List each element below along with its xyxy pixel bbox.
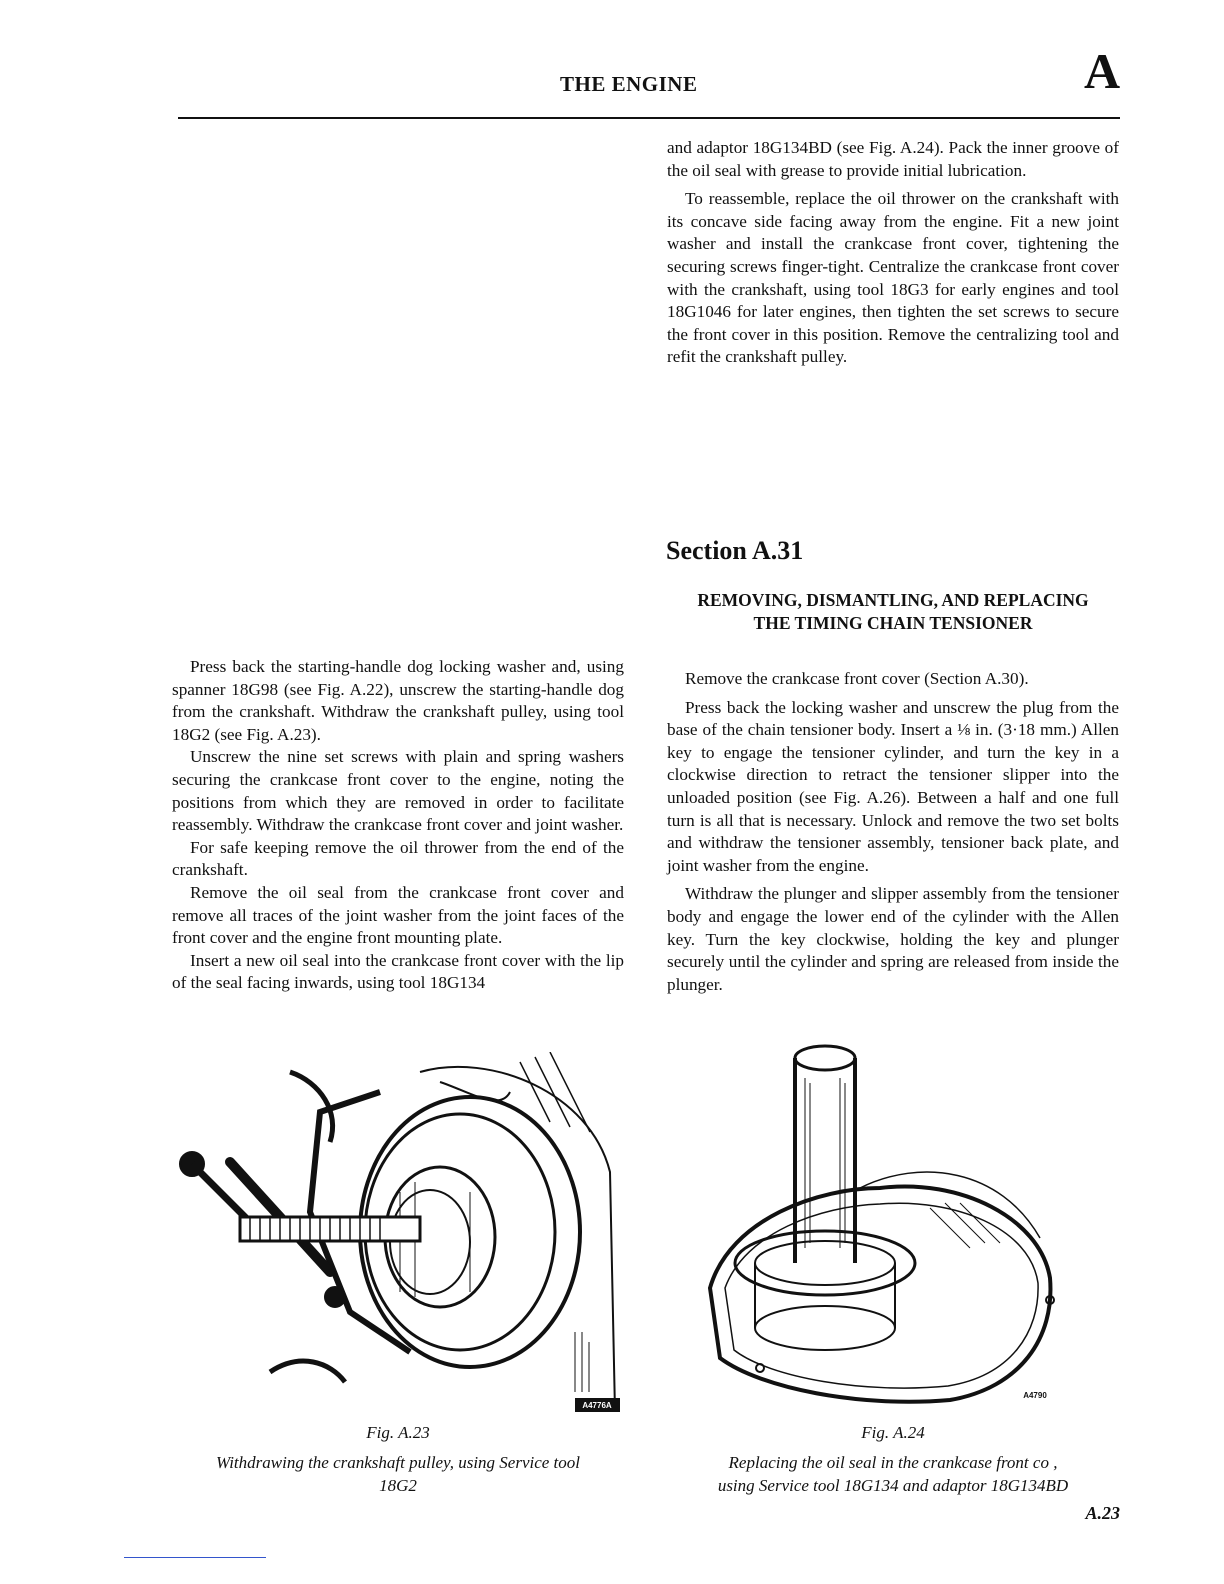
paragraph: Press back the starting-handle dog locking washer and, using spanner 18G98 (see Fig. A.22), unscrew the starting-handle dog from the crankshaft. Withdraw the crankshaft pulley, using tool 18G2 (see Fig. A.23). <box>172 657 624 744</box>
paragraph: To reassemble, replace the oil thrower on the crankshaft with its concave side facing away from the engine. Fit a new joint washer and install the crankcase front cover, tightening the securing screws finger-tight. Centralize the crankcase front cover with the crankshaft, using tool 18G3 for early engines and tool 18G1046 for later engines, then tighten the set screws to secure the front cover in this position. Remove the centralizing tool and refit the crankshaft pulley. <box>667 189 1119 367</box>
caption-line: using Service tool 18G134 and adaptor 18G134BD <box>717 1476 1069 1495</box>
page-header-title: THE ENGINE <box>560 72 698 96</box>
section-subtitle <box>667 589 1119 634</box>
paragraph: Insert a new oil seal into the crankcase front cover with the lip of the seal facing inwards, using tool 18G134 <box>172 950 624 993</box>
figure-number: Fig. A.23 <box>366 1423 430 1442</box>
section-title: Section A.31 <box>666 536 804 565</box>
section-subtitle-line: REMOVING, DISMANTLING, AND REPLACING <box>697 590 1089 610</box>
left-column <box>172 656 624 995</box>
caption-line: Replacing the oil seal in the crankcase front co , <box>728 1453 1058 1472</box>
figure-label: A4790 <box>1023 1391 1047 1400</box>
paragraph: Press back the locking washer and unscrew the plug from the base of the chain tensioner body. Insert a ⅛ in. (3·18 mm.) Allen key to engage the tensioner cylinder, and turn the key in a clockwise direction to retract the tensioner slipper into the unloaded position (see Fig. A.26). Between a half and one full turn is all that is necessary. Unlock and remove the two set bolts and withdraw the tensioner assembly, tensioner back plate, and joint washer from the engine. <box>667 697 1119 875</box>
figure-caption <box>172 1451 624 1497</box>
caption-line: 18G2 <box>379 1476 417 1495</box>
figure-crankshaft-pulley-puller <box>170 1052 625 1417</box>
paragraph: For safe keeping remove the oil thrower from the end of the crankshaft. <box>172 837 624 880</box>
paragraph: Remove the oil seal from the crankcase front cover and remove all traces of the joint washer from the joint faces of the front cover and the engine front mounting plate. <box>172 882 624 948</box>
paragraph: Unscrew the nine set screws with plain and spring washers securing the crankcase front cover to the engine, noting the positions from which they are removed in order to facilitate reassembly. Withdraw the crankcase front cover and joint washer. <box>172 747 624 835</box>
footnote-rule <box>124 1557 266 1558</box>
figure-number: Fig. A.24 <box>861 1423 925 1442</box>
right-column-top <box>667 137 1119 375</box>
paragraph: and adaptor 18G134BD (see Fig. A.24). Pack the inner groove of the oil seal with grease to provide initial lubrication. <box>667 138 1119 180</box>
right-column-mid <box>667 668 1119 1002</box>
paragraph: Remove the crankcase front cover (Section A.30). <box>685 669 1029 688</box>
caption-line: Withdrawing the crankshaft pulley, using Service tool <box>215 1453 581 1472</box>
section-letter: A <box>1084 43 1121 99</box>
paragraph: Withdraw the plunger and slipper assembly from the tensioner body and engage the lower end of the cylinder with the Allen key. Turn the key clockwise, holding the key and plunger securely until the cylinder and spring are released from inside the plunger. <box>667 884 1119 994</box>
figure-oil-seal-tool <box>700 1038 1085 1418</box>
puller-illustration <box>170 1052 625 1417</box>
figure-caption <box>667 1451 1119 1497</box>
header-rule <box>178 117 1120 119</box>
seal-tool-illustration <box>700 1038 1085 1418</box>
section-subtitle-line: THE TIMING CHAIN TENSIONER <box>753 612 1033 633</box>
page-number: A.23 <box>1085 1503 1120 1523</box>
figure-label: A4776A <box>582 1401 612 1410</box>
